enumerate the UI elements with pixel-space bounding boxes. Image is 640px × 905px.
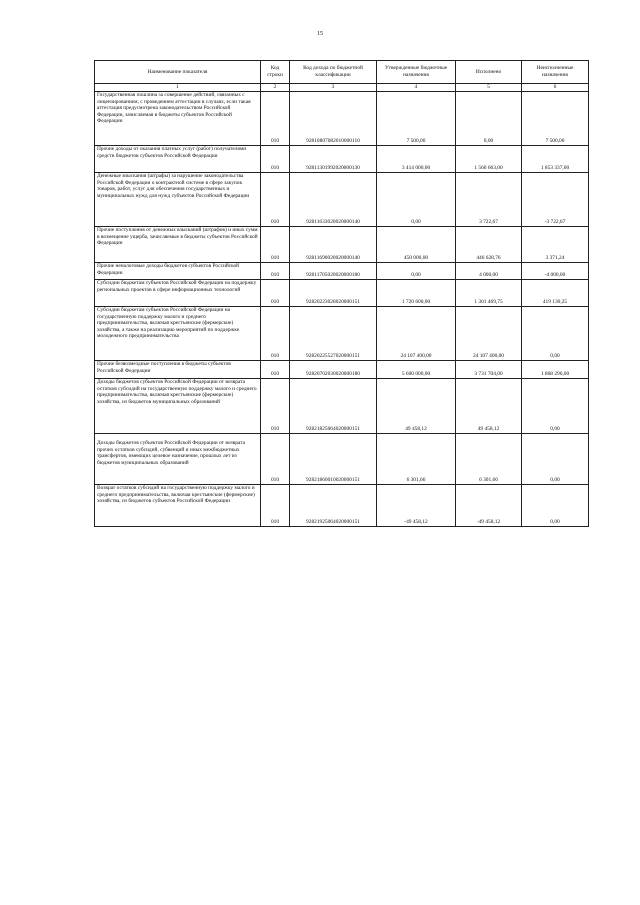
approved-amount: 0,00 [377,263,456,280]
column-number: 4 [377,84,456,92]
indicator-name: Прочие поступления от денежных взысканий (штрафов) и иных сумм в возмещение ущерба, зачисляемые в бюджеты субъектов Российской Федерации [95,227,261,263]
executed-amount: 3 731 704,00 [456,361,522,379]
indicator-name: Государственная пошлина за совершение действий, связанных с лицензированием, с проведением аттестации в случаях, если такая аттестация предусмотрена законодательством Российской Федерации, зачисляемая в бюджеты субъектов Российской Федерации [95,92,261,146]
approved-amount: 0,00 [377,173,456,227]
line-code: 010 [261,146,290,173]
header-row [95,61,589,84]
column-number: 3 [290,84,377,92]
header-approved: Утвержденные бюджетные назначения [377,61,456,84]
approved-amount: 6 301,66 [377,434,456,485]
table-row [95,307,589,361]
executed-amount: 446 628,76 [456,227,522,263]
table-row [95,485,589,527]
header-name: Наименование показателя [95,61,261,84]
executed-amount: 0,00 [456,92,522,146]
table-row [95,434,589,485]
indicator-name: Прочие неналоговые доходы бюджетов субъектов Российской Федерации [95,263,261,280]
unexecuted-amount: 1 868 296,00 [522,361,589,379]
table-row [95,173,589,227]
table-row [95,379,589,434]
approved-amount: -49 458,12 [377,485,456,527]
indicator-name: Возврат остатков субсидий на государственную поддержку малого и среднего предпринимательства, включая крестьянские (фермерские) хозяйства, из бюджетов субъектов Российской Федерации [95,485,261,527]
budget-code: 92820702030020000180 [290,361,377,379]
header-budget-code: Код дохода по бюджетной классификации [290,61,377,84]
indicator-name: Субсидии бюджетам субъектов Российской Федерации на государственную поддержку малого и среднего предпринимательства, включая крестьянские (фермерские) хозяйства, а также на реализацию мероприятий по поддержке молодежного предпринимательства [95,307,261,361]
table-row [95,227,589,263]
unexecuted-amount: 7 500,00 [522,92,589,146]
unexecuted-amount: 0,00 [522,434,589,485]
table-row [95,361,589,379]
budget-code: 92811633020020000140 [290,173,377,227]
budget-code: 92811301992020000130 [290,146,377,173]
unexecuted-amount: 419 130,25 [522,280,589,307]
executed-amount: 3 722,67 [456,173,522,227]
column-number-row [95,84,589,92]
executed-amount: 4 000,00 [456,263,522,280]
column-number: 6 [522,84,589,92]
line-code: 010 [261,173,290,227]
revenue-table [94,60,589,527]
line-code: 010 [261,307,290,361]
header-line-code: Код строки [261,61,290,84]
approved-amount: 24 107 400,00 [377,307,456,361]
executed-amount: 6 301,66 [456,434,522,485]
column-number: 2 [261,84,290,92]
indicator-name: Прочие доходы от оказания платных услуг (работ) получателями средств бюджетов субъектов Российской Федерации [95,146,261,173]
line-code: 010 [261,263,290,280]
indicator-name: Доходы бюджетов субъектов Российской Федерации от возврата остатков субсидий на государственную поддержку малого и среднего предпринимательства, включая крестьянские (фермерские) хозяйства, из бюджетов муниципальных образований [95,379,261,434]
executed-amount: 1 301 469,75 [456,280,522,307]
indicator-name: Субсидии бюджетам субъектов Российской Федерации на поддержку региональных проектов в сфере информационных технологий [95,280,261,307]
unexecuted-amount: -3 722,67 [522,173,589,227]
executed-amount: -49 458,12 [456,485,522,527]
budget-code: 92821825064020000151 [290,379,377,434]
approved-amount: 5 600 000,00 [377,361,456,379]
line-code: 010 [261,485,290,527]
budget-code: 92811690020020000140 [290,227,377,263]
budget-code: 92821925064020000151 [290,485,377,527]
table-row [95,263,589,280]
line-code: 010 [261,379,290,434]
approved-amount: 3 414 000,00 [377,146,456,173]
indicator-name: Прочие безвозмездные поступления в бюджеты субъектов Российской Федерации [95,361,261,379]
budget-code: 92820223028020000151 [290,280,377,307]
line-code: 010 [261,434,290,485]
approved-amount: 450 000,00 [377,227,456,263]
budget-code: 92811705020020000180 [290,263,377,280]
page-number: 15 [317,31,323,37]
budget-code: 92821860010020000151 [290,434,377,485]
unexecuted-amount: 1 853 337,00 [522,146,589,173]
header-executed: Исполнено [456,61,522,84]
unexecuted-amount: 0,00 [522,379,589,434]
unexecuted-amount: 0,00 [522,485,589,527]
indicator-name: Доходы бюджетов субъектов Российской Федерации от возврата прочих остатков субсидий, субвенций и иных межбюджетных трансфертов, имеющих целевое назначение, прошлых лет из бюджетов муниципальных образований [95,434,261,485]
line-code: 010 [261,92,290,146]
budget-code: 92810807082010000110 [290,92,377,146]
column-number: 1 [95,84,261,92]
line-code: 010 [261,280,290,307]
column-number: 5 [456,84,522,92]
approved-amount: 1 720 600,00 [377,280,456,307]
table-row [95,280,589,307]
table-row [95,146,589,173]
unexecuted-amount: 0,00 [522,307,589,361]
unexecuted-amount: 3 371,24 [522,227,589,263]
approved-amount: 7 500,00 [377,92,456,146]
indicator-name: Денежные взыскания (штрафы) за нарушение законодательства Российской Федерации о контрактной системе в сфере закупок товаров, работ, услуг для обеспечения государственных и муниципальных нужд для нужд субъектов Российской Федерации [95,173,261,227]
line-code: 010 [261,227,290,263]
line-code: 010 [261,361,290,379]
table-row [95,92,589,146]
executed-amount: 1 560 663,00 [456,146,522,173]
executed-amount: 49 458,12 [456,379,522,434]
unexecuted-amount: -4 000,00 [522,263,589,280]
executed-amount: 24 107 400,00 [456,307,522,361]
header-unexecuted: Неисполненные назначения [522,61,589,84]
budget-code: 92820225527020000151 [290,307,377,361]
approved-amount: 49 458,12 [377,379,456,434]
